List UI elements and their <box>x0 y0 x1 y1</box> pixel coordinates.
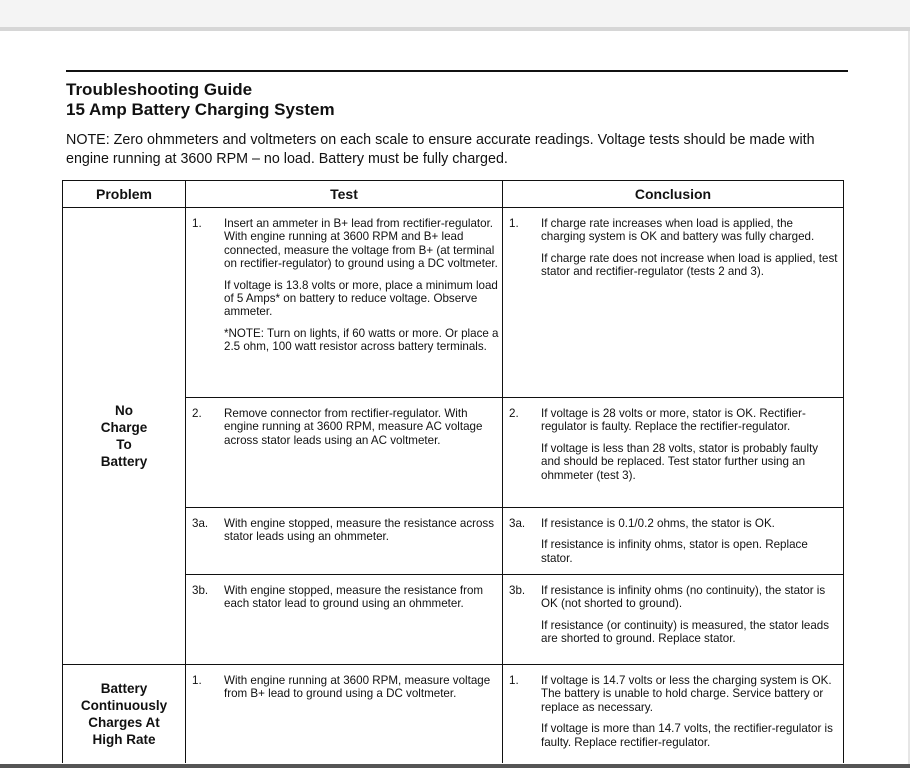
conclusion-number: 3a. <box>509 517 526 530</box>
conclusion-text: If resistance is infinity ohms, stator is open. Replace stator. <box>541 538 808 565</box>
conclusion-number: 2. <box>509 407 519 420</box>
test-text: With engine stopped, measure the resistance from each stator lead to ground using an ohmmeter. <box>224 584 484 611</box>
column-header-conclusion: Conclusion <box>503 181 844 208</box>
header-rule <box>66 70 848 72</box>
conclusion-text: If voltage is more than 14.7 volts, the rectifier-regulator is faulty. Replace rectifier-regulator. <box>541 722 833 749</box>
test-text: Remove connector from rectifier-regulator. With engine running at 3600 RPM, measure AC voltage across stator leads using an AC voltmeter. <box>224 407 483 447</box>
test-note: *NOTE: Turn on lights, if 60 watts or more. Or place a 2.5 ohm, 100 watt resistor across battery terminals. <box>224 326 499 354</box>
problem-label-line: Battery <box>100 680 148 696</box>
table-row <box>63 208 844 398</box>
problem-label-line: No <box>115 403 133 418</box>
test-text: With engine stopped, measure the resistance across stator leads using an ohmmeter. <box>224 517 495 544</box>
conclusion-text: If charge rate does not increase when load is applied, test stator and rectifier-regulator (tests 2 and 3). <box>541 251 838 279</box>
problem-label-line: Battery <box>100 454 148 469</box>
conclusion-number: 1. <box>509 674 519 687</box>
conclusion-cell <box>503 508 844 575</box>
conclusion-number: 1. <box>509 217 519 230</box>
conclusion-cell <box>503 665 844 763</box>
conclusion-text: If resistance (or continuity) is measured, the stator leads are shorted to ground. Replace stator. <box>541 618 830 646</box>
viewer-top-border <box>0 27 910 31</box>
conclusion-cell <box>503 398 844 508</box>
problem-label-line: To <box>116 437 132 452</box>
conclusion-text: If voltage is 28 volts or more, stator is OK. Rectifier-regulator is faulty. Replace the rectifier-regulator. <box>541 407 806 434</box>
test-cell <box>186 575 503 665</box>
test-cell <box>186 508 503 575</box>
table-header-row <box>63 181 844 208</box>
viewer-bottom-edge <box>0 764 910 768</box>
problem-label-line: Continuously <box>80 697 168 713</box>
problem-label-line: Charge <box>100 420 148 435</box>
problem-no-charge <box>63 208 186 665</box>
test-number: 3a. <box>192 517 209 530</box>
table-row <box>63 665 844 763</box>
test-text: Insert an ammeter in B+ lead from rectifier-regulator. With engine running at 3600 RPM and B+ lead connected, measure the voltage from B+ (at terminal on rectifier-regulator) to ground using a DC voltmeter. <box>224 217 498 271</box>
conclusion-text: If resistance is infinity ohms (no continuity), the stator is OK (not shorted to ground). <box>541 584 826 611</box>
problem-label-line: Charges At <box>88 714 160 730</box>
troubleshooting-table <box>62 180 844 763</box>
title-line-2: 15 Amp Battery Charging System <box>66 100 335 119</box>
column-header-problem: Problem <box>63 181 186 208</box>
test-text: If voltage is 13.8 volts or more, place a minimum load of 5 Amps* on battery to reduce voltage. Observe ammeter. <box>224 278 498 319</box>
test-text: With engine running at 3600 RPM, measure voltage from B+ lead to ground using a DC voltmeter. <box>224 674 491 701</box>
conclusion-number: 3b. <box>509 584 526 597</box>
note-paragraph: NOTE: Zero ohmmeters and voltmeters on each scale to ensure accurate readings. Voltage tests should be made with engine running at 3600 RPM – no load. Battery must be fully charged. <box>66 132 815 167</box>
conclusion-cell <box>503 208 844 398</box>
test-cell <box>186 398 503 508</box>
title-line-1: Troubleshooting Guide <box>66 80 253 99</box>
viewer-top-band <box>0 0 910 27</box>
test-cell <box>186 665 503 763</box>
test-number: 1. <box>192 674 202 687</box>
test-cell <box>186 208 503 398</box>
page-title <box>66 80 846 120</box>
conclusion-text: If voltage is 14.7 volts or less the charging system is OK. The battery is unable to hold charge. Service battery or replace as necessary. <box>541 674 832 714</box>
problem-label-line: High Rate <box>92 731 156 747</box>
problem-high-rate <box>63 665 186 763</box>
conclusion-text: If charge rate increases when load is applied, the charging system is OK and battery was fully charged. <box>541 217 815 244</box>
conclusion-text: If voltage is less than 28 volts, stator is probably faulty and should be replaced. Test stator further using an ohmmeter (test 3). <box>541 441 819 482</box>
column-header-test: Test <box>186 181 503 208</box>
test-number: 3b. <box>192 584 209 597</box>
test-number: 2. <box>192 407 202 420</box>
conclusion-cell <box>503 575 844 665</box>
test-number: 1. <box>192 217 202 230</box>
conclusion-text: If resistance is 0.1/0.2 ohms, the stator is OK. <box>541 517 775 530</box>
